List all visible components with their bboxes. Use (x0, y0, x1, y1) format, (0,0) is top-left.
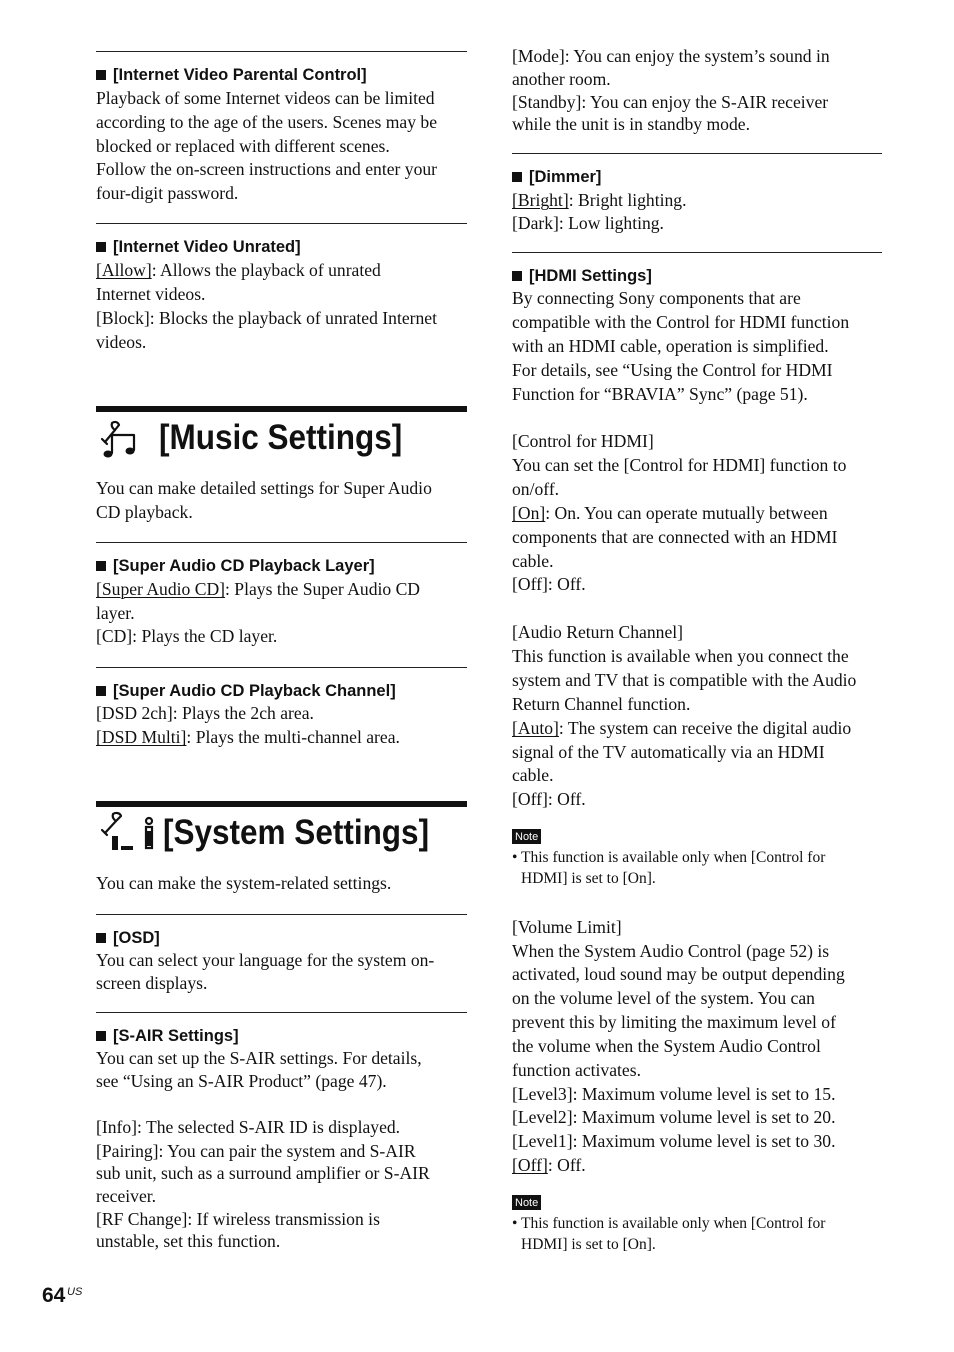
divider (96, 1012, 467, 1013)
paragraph-line: with an HDMI cable, operation is simplified. (512, 336, 829, 356)
square-bullet-icon (96, 686, 106, 696)
square-bullet-icon (96, 1031, 106, 1041)
square-bullet-icon (96, 242, 106, 252)
paragraph-line: screen displays. (96, 973, 208, 993)
default-option: [DSD Multi] (96, 727, 187, 747)
paragraph-line: function activates. (512, 1060, 641, 1080)
item-heading-parental-control: [Internet Video Parental Control] (96, 64, 467, 86)
paragraph-line: another room. (512, 69, 611, 89)
sub-setting-label: [Audio Return Channel] (512, 622, 684, 642)
option-line-off: [Off]: Off. (512, 1155, 586, 1175)
paragraph-line: while the unit is in standby mode. (512, 114, 750, 134)
default-option: [Super Audio CD] (96, 579, 226, 599)
option-line-level2: [Level2]: Maximum volume level is set to 20. (512, 1107, 836, 1127)
paragraph-line: Follow the on-screen instructions and enter your (96, 159, 438, 179)
paragraph-line: videos. (96, 332, 147, 352)
square-bullet-icon (512, 271, 522, 281)
section-bar (96, 406, 467, 412)
option-line-on: [On]: On. You can operate mutually between (512, 503, 828, 523)
default-option: [Off] (512, 1155, 548, 1175)
paragraph-line: see “Using an S-AIR Product” (page 47). (96, 1071, 387, 1091)
item-heading-unrated: [Internet Video Unrated] (96, 236, 467, 258)
item-heading-playback-channel: [Super Audio CD Playback Channel] (96, 680, 467, 702)
paragraph-line: cable. (512, 765, 554, 785)
paragraph-line: unstable, set this function. (96, 1231, 281, 1251)
square-bullet-icon (96, 933, 106, 943)
page-number-suffix: US (67, 1286, 83, 1298)
paragraph-line: on/off. (512, 479, 560, 499)
music-note-icon (98, 418, 138, 460)
item-heading-dimmer: [Dimmer] (512, 166, 882, 188)
default-option: [Allow] (96, 260, 152, 280)
item-heading-playback-layer: [Super Audio CD Playback Layer] (96, 555, 467, 577)
paragraph-line: receiver. (96, 1186, 157, 1206)
option-line-pairing: [Pairing]: You can pair the system and S-AIR (96, 1141, 416, 1161)
divider (512, 153, 882, 154)
paragraph-line: blocked or replaced with different scenes. (96, 136, 390, 156)
paragraph-line: You can select your language for the system on- (96, 950, 435, 970)
paragraph-line: You can set the [Control for HDMI] function to (512, 455, 847, 475)
square-bullet-icon (512, 172, 522, 182)
default-option: [Auto] (512, 718, 559, 738)
option-line-level1: [Level1]: Maximum volume level is set to 30. (512, 1131, 836, 1151)
option-line-super-audio-cd: [Super Audio CD]: Plays the Super Audio CD (96, 579, 421, 599)
paragraph-line: You can set up the S-AIR settings. For details, (96, 1048, 422, 1068)
section-bar (96, 801, 467, 807)
paragraph-line: This function is available when you connect the (512, 646, 849, 666)
option-line-rf-change: [RF Change]: If wireless transmission is (96, 1209, 380, 1229)
option-line-dsd-multi: [DSD Multi]: Plays the multi-channel area. (96, 727, 400, 747)
square-bullet-icon (96, 70, 106, 80)
paragraph-line: cable. (512, 551, 554, 571)
divider (96, 667, 467, 668)
paragraph-line: four-digit password. (96, 183, 239, 203)
paragraph-line: By connecting Sony components that are (512, 288, 801, 308)
item-heading-osd: [OSD] (96, 927, 467, 949)
sub-setting-label: [Volume Limit] (512, 917, 622, 937)
option-line-standby: [Standby]: You can enjoy the S-AIR receiver (512, 92, 829, 112)
option-line-dsd-2ch: [DSD 2ch]: Plays the 2ch area. (96, 703, 314, 723)
default-option: [Bright] (512, 190, 569, 210)
option-line-dark: [Dark]: Low lighting. (512, 213, 664, 233)
item-heading-s-air: [S-AIR Settings] (96, 1025, 467, 1047)
paragraph-line: Internet videos. (96, 284, 206, 304)
sub-setting-label: [Control for HDMI] (512, 431, 654, 451)
paragraph-line: Return Channel function. (512, 694, 691, 714)
paragraph-line: You can make the system-related settings. (96, 873, 392, 893)
system-tools-icon (98, 810, 156, 854)
option-line-auto: [Auto]: The system can receive the digital audio (512, 718, 852, 738)
option-line-bright: [Bright]: Bright lighting. (512, 190, 687, 210)
option-line-level3: [Level3]: Maximum volume level is set to 15. (512, 1084, 836, 1104)
default-option: [On] (512, 503, 546, 523)
paragraph-line: prevent this by limiting the maximum level of (512, 1012, 836, 1032)
option-line-mode: [Mode]: You can enjoy the system’s sound in (512, 46, 830, 66)
note-badge: Note (512, 1195, 541, 1210)
paragraph-line: the volume when the System Audio Control (512, 1036, 821, 1056)
paragraph-line: according to the age of the users. Scenes may be (96, 112, 437, 132)
paragraph-line: CD playback. (96, 502, 193, 522)
paragraph-line: activated, loud sound may be output depending (512, 964, 845, 984)
option-line-off: [Off]: Off. (512, 789, 586, 809)
paragraph-line: Function for “BRAVIA” Sync” (page 51). (512, 384, 808, 404)
divider (96, 542, 467, 543)
paragraph-line: For details, see “Using the Control for HDMI (512, 360, 833, 380)
note-badge: Note (512, 829, 541, 844)
paragraph-line: When the System Audio Control (page 52) is (512, 941, 830, 961)
divider (96, 51, 467, 52)
divider (96, 914, 467, 915)
note-line: • This function is available only when [Control for (512, 1215, 826, 1232)
paragraph-line: layer. (96, 603, 135, 623)
page-number: 64 (42, 1284, 66, 1307)
paragraph-line: components that are connected with an HDMI (512, 527, 838, 547)
paragraph-line: on the volume level of the system. You can (512, 988, 815, 1008)
paragraph-line: You can make detailed settings for Super Audio (96, 478, 432, 498)
item-heading-hdmi: [HDMI Settings] (512, 265, 882, 287)
option-line-block: [Block]: Blocks the playback of unrated Internet (96, 308, 438, 328)
note-line: HDMI] is set to [On]. (521, 870, 656, 887)
note-line: • This function is available only when [Control for (512, 849, 826, 866)
paragraph-line: signal of the TV automatically via an HDMI (512, 742, 825, 762)
paragraph-line: Playback of some Internet videos can be limited (96, 88, 435, 108)
option-line-cd: [CD]: Plays the CD layer. (96, 626, 278, 646)
option-line-off: [Off]: Off. (512, 574, 586, 594)
note-line: HDMI] is set to [On]. (521, 1236, 656, 1253)
section-title-music-settings: [Music Settings] (159, 418, 403, 457)
option-line-info: [Info]: The selected S-AIR ID is displayed. (96, 1117, 401, 1137)
paragraph-line: sub unit, such as a surround amplifier or S-AIR (96, 1163, 430, 1183)
paragraph-line: compatible with the Control for HDMI function (512, 312, 850, 332)
square-bullet-icon (96, 561, 106, 571)
divider (512, 252, 882, 253)
option-line-allow: [Allow]: Allows the playback of unrated (96, 260, 381, 280)
section-title-system-settings: [System Settings] (163, 813, 430, 852)
paragraph-line: system and TV that is compatible with the Audio (512, 670, 857, 690)
divider (96, 223, 467, 224)
